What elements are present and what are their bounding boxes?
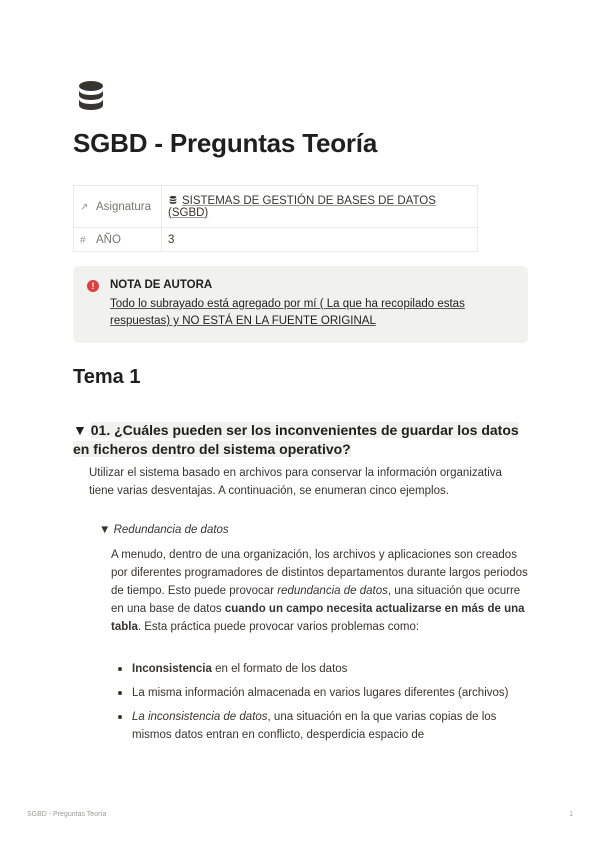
author-note-callout: [73, 266, 528, 343]
callout-body: Todo lo subrayado está agregado por mí ( La que ha recopilado estas respuestas) y NO ESTÁ EN LA FUENTE ORIGINAL: [110, 298, 465, 327]
relation-link[interactable]: SISTEMAS DE GESTIÓN DE BASES DE DATOS (SGBD): [168, 194, 436, 219]
list-item: Inconsistencia en el formato de los datos: [111, 660, 531, 678]
toggle-label: Redundancia de datos: [113, 524, 229, 536]
property-row-asignatura: [74, 186, 478, 228]
list-item: La misma información almacenada en varios lugares diferentes (archivos): [111, 684, 531, 702]
property-key: ↗ Asignatura: [74, 186, 162, 228]
redundancy-toggle[interactable]: [99, 524, 229, 536]
toggle-triangle-icon[interactable]: ▼: [99, 524, 111, 536]
properties-table: [73, 185, 478, 252]
list-item: La inconsistencia de datos, una situación en la que varias copias de los mismos datos entran en conflicto, desperdicia espacio de: [111, 708, 531, 744]
redundancy-paragraph: A menudo, dentro de una organización, los archivos y aplicaciones son creados por diferentes programadores de distintos departamentos durante largos periodos de tiempo. Esto puede provocar redundancia de datos, una situación que ocurre en una base de datos cuando un campo necesita actualizarse en más de una tabla. Esta práctica puede provocar varios problemas como:: [111, 549, 528, 633]
arrow-up-right-icon: ↗: [80, 201, 89, 213]
callout-heading: NOTA DE AUTORA: [110, 279, 213, 291]
footer-title: SGBD - Preguntas Teoría: [27, 811, 107, 818]
property-value[interactable]: [162, 186, 478, 228]
database-icon: [73, 78, 109, 114]
property-key: # AÑO: [74, 228, 162, 252]
question-text: 01. ¿Cuáles pueden ser los inconvenientes de guardar los datos en ficheros dentro del sistema operativo?: [73, 422, 519, 457]
page-title: SGBD - Preguntas Teoría: [73, 128, 378, 158]
property-value: 3: [162, 228, 478, 252]
intro-paragraph: Utilizar el sistema basado en archivos para conservar la información organizativa tiene varias desventajas. A continuación, se enumeran cinco ejemplos.: [89, 467, 502, 497]
toggle-triangle-icon[interactable]: ▼: [73, 422, 87, 438]
hash-icon: #: [80, 234, 86, 246]
exclamation-circle-icon: !: [87, 280, 99, 292]
section-heading: Tema 1: [73, 366, 141, 388]
problems-list: [111, 660, 531, 750]
property-row-ano: [74, 228, 478, 252]
question-toggle[interactable]: [73, 421, 528, 459]
page-number: 1: [569, 811, 573, 818]
database-icon: [168, 195, 178, 205]
